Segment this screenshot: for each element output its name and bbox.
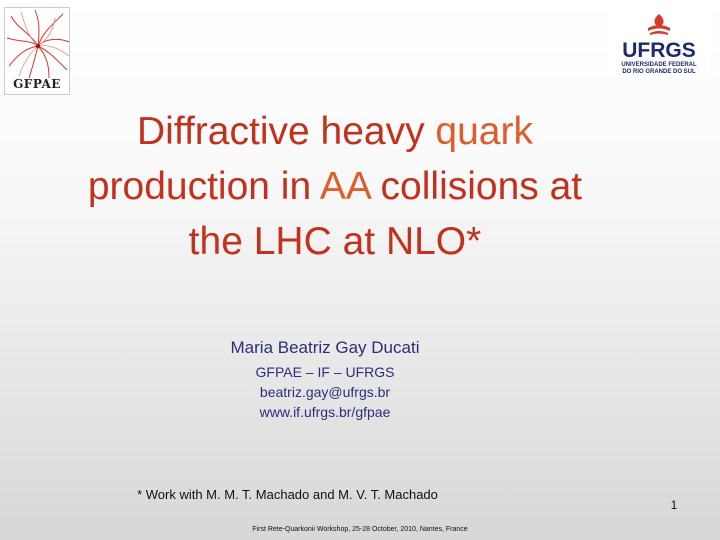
gfpae-logo: [4, 7, 70, 95]
particle-tracks-icon: [5, 8, 71, 80]
title-line-1: Diffractive heavy quark: [137, 110, 533, 153]
svg-text:UFRGS: UFRGS: [622, 39, 696, 62]
author-name: Maria Beatriz Gay Ducati: [230, 338, 420, 357]
workshop-footer: First Rete-Quarkonii Workshop, 25-28 October, 2010, Nantes, France: [252, 526, 468, 533]
affiliation: [150, 362, 500, 422]
svg-text:UNIVERSIDADE FEDERAL: UNIVERSIDADE FEDERAL: [621, 62, 697, 68]
title-line-3: the LHC at NLO*: [188, 220, 482, 263]
page-number: 1: [670, 498, 678, 512]
collaborators-footnote: * Work with M. M. T. Machado and M. V. T. Machado: [137, 487, 438, 502]
svg-text:DO RIO GRANDE DO SUL: DO RIO GRANDE DO SUL: [622, 69, 696, 75]
affiliation-institution: GFPAE – IF – UFRGS: [255, 364, 395, 380]
slide-title: [40, 104, 630, 269]
ufrgs-emblem-icon: [608, 12, 710, 78]
gfpae-logo-text: GFPAE: [13, 77, 61, 91]
affiliation-website: www.if.ufrgs.br/gfpae: [259, 404, 391, 420]
ufrgs-logo: [608, 12, 710, 78]
affiliation-email: beatriz.gay@ufrgs.br: [259, 384, 391, 400]
title-line-2: production in AA collisions at: [87, 165, 583, 208]
